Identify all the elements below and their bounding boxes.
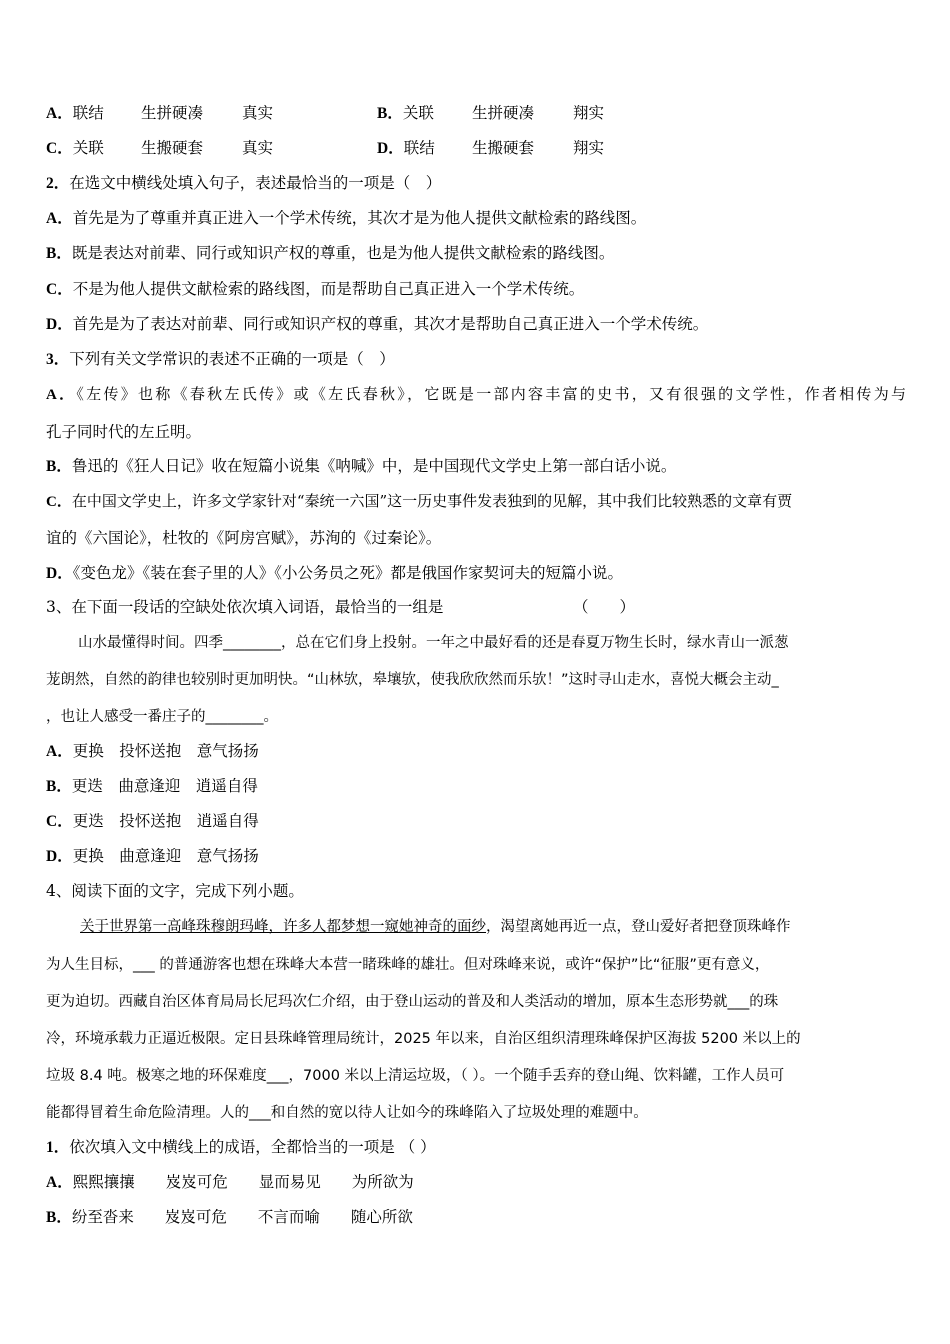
q4-passage-line-2: 为人生目标，___ 的普通游客也想在珠峰大本营一睹珠峰的雄壮。但对珠峰来说，或许“保护”比“征服”更有意义， (46, 957, 770, 973)
option-word-1: 关联 (72, 139, 104, 157)
question-2-option-d (46, 314, 906, 335)
question-4-stem: 4、阅读下面的文字，完成下列小题。 (46, 882, 304, 900)
option-label: A． (46, 210, 73, 227)
option-b-word-3: 翔实 (573, 104, 605, 122)
question-2-option-c (46, 279, 906, 300)
question-3-stem (46, 349, 906, 370)
option-text: 更换 投怀送抱 意气扬扬 (72, 742, 259, 760)
q4-passage-line-6: 能都得冒着生命危险清理。人的___和自然的宽以待人让如今的珠峰陷入了垃圾处理的难题中。 (46, 1105, 648, 1121)
question-number: 2． (46, 175, 70, 192)
question-number: 1． (46, 1139, 70, 1156)
q4-passage-line-3: 更为迫切。西藏自治区体育局局长尼玛次仁介绍，由于登山运动的普及和人类活动的增加，原本生态形势就___的珠 (46, 994, 779, 1010)
option-b (377, 103, 434, 124)
option-text: 首先是为了尊重并真正进入一个学术传统，其次才是为他人提供文献检索的路线图。 (72, 209, 647, 227)
option-text: 鲁迅的《狂人日记》收在短篇小说集《呐喊》中，是中国现代文学史上第一部白话小说。 (71, 457, 677, 475)
question-4-1-option-a (46, 1172, 906, 1193)
option-word-1: 联结 (403, 139, 435, 157)
option-label: A． (46, 387, 77, 403)
question-2-option-b (46, 243, 906, 264)
option-label: D． (377, 140, 404, 157)
option-text: 《变色龙》《装在套子里的人》《小公务员之死》都是俄国作家契诃夫的短篇小说。 (72, 564, 623, 582)
option-label: D． (46, 316, 73, 333)
question-3b-option-b (46, 776, 906, 797)
option-c-word-2: 生搬硬套 (141, 139, 204, 157)
question-3b-option-a (46, 741, 906, 762)
option-d-word-3: 翔实 (573, 139, 605, 157)
option-a-word-3: 真实 (242, 104, 274, 122)
answer-bracket: （ ） (573, 598, 636, 616)
option-a-word-2: 生拼硬凑 (141, 104, 204, 122)
option-c-word-3: 真实 (242, 139, 274, 157)
option-label: B． (377, 105, 403, 122)
option-label: B． (46, 1209, 72, 1226)
option-text: 首先是为了表达对前辈、同行或知识产权的尊重，其次才是帮助自己真正进入一个学术传统。 (72, 315, 709, 333)
option-label: C． (46, 281, 73, 298)
question-3-option-a-line-2: 孔子同时代的左丘明。 (46, 423, 202, 441)
question-3-option-a-line-1 (46, 384, 906, 405)
option-label: D． (46, 848, 73, 865)
passage-line-3: ，也让人感受一番庄子的________。 (46, 709, 278, 725)
option-word-1: 关联 (402, 104, 434, 122)
question-3b-option-c (46, 811, 906, 832)
underlined-sentence: 关于世界第一高峰珠穆朗玛峰，许多人都梦想一窥她神奇的面纱 (80, 919, 486, 935)
q4-passage-line-4: 冷，环境承载力正逼近极限。定日县珠峰管理局统计，2025 年以来，自治区组织清理珠峰保护区海拔 5200 米以上的 (46, 1031, 801, 1047)
option-text: 纷至沓来 岌岌可危 不言而喻 随心所欲 (71, 1208, 413, 1226)
option-d-word-2: 生搬硬套 (472, 139, 535, 157)
q4-passage-line-5: 垃圾 8.4 吨。极寒之地的环保难度___，7000 米以上清运垃圾，（ ）。一个随手丢弃的登山绳、饮料罐，工作人员可 (46, 1068, 785, 1084)
option-text: 《左传》也称《春秋左氏传》或《左氏春秋》，它既是一部内容丰富的史书，又有很强的文学性，作者相传为与 (76, 385, 906, 403)
option-label: A． (46, 1174, 73, 1191)
q4-passage-line-1 (80, 917, 940, 937)
option-label: C． (46, 813, 73, 830)
question-2-option-a (46, 208, 906, 229)
option-b-word-2: 生拼硬凑 (472, 104, 535, 122)
option-text: 熙熙攘攘 岌岌可危 显而易见 为所欲为 (72, 1173, 414, 1191)
option-text: 既是表达对前辈、同行或知识产权的尊重，也是为他人提供文献检索的路线图。 (71, 244, 615, 262)
option-label: C． (46, 140, 73, 157)
passage-text: ，渴望离她再近一点，登山爱好者把登顶珠峰作 (486, 919, 791, 935)
option-text: 不是为他人提供文献检索的路线图，而是帮助自己真正进入一个学术传统。 (72, 280, 585, 298)
option-label: B． (46, 245, 72, 262)
option-text: 更迭 投怀送抱 逍遥自得 (72, 812, 259, 830)
option-label: D． (46, 565, 73, 582)
question-3-option-c-line-2: 谊的《六国论》，杜牧的《阿房宫赋》，苏洵的《过秦论》。 (46, 529, 442, 547)
question-3-option-c-line-1 (46, 491, 906, 512)
question-3b-option-d (46, 846, 906, 867)
option-label: A． (46, 105, 73, 122)
option-c (46, 138, 104, 159)
option-text: 在中国文学史上，许多文学家针对“秦统一六国”这一历史事件发表独到的见解，其中我们比较熟悉的文章有贾 (71, 492, 793, 510)
question-number: 3． (46, 351, 70, 368)
option-a (46, 103, 104, 124)
question-3-option-d (46, 563, 906, 584)
question-3b-stem: 3、在下面一段话的空缺处依次填入词语，最恰当的一组是 (46, 598, 444, 616)
option-label: B． (46, 458, 72, 475)
option-label: B． (46, 778, 72, 795)
option-text: 更迭 曲意逢迎 逍遥自得 (71, 777, 258, 795)
question-3-option-b (46, 456, 906, 477)
passage-line-2: 茏朗然，自然的韵律也较别时更加明快。“山林欤，皋壤欤，使我欣欣然而乐欤！”这时寻山走水，喜悦大概会主动_ (46, 672, 779, 688)
option-word-1: 联结 (72, 104, 104, 122)
question-2-stem (46, 173, 906, 194)
option-text: 更换 曲意逢迎 意气扬扬 (72, 847, 259, 865)
question-text: 在选文中横线处填入句子，表述最恰当的一项是（ ） (69, 174, 442, 192)
option-label: A． (46, 743, 73, 760)
question-text: 依次填入文中横线上的成语，全都恰当的一项是 （ ） (69, 1138, 436, 1156)
option-d (377, 138, 435, 159)
option-label: C． (46, 494, 72, 510)
question-text: 下列有关文学常识的表述不正确的一项是（ ） (69, 350, 395, 368)
passage-line-1: 山水最懂得时间。四季________，总在它们身上投射。一年之中最好看的还是春夏万物生长时，绿水青山一派葱 (78, 635, 789, 651)
question-4-1-option-b (46, 1207, 906, 1228)
question-4-1-stem (46, 1137, 906, 1158)
